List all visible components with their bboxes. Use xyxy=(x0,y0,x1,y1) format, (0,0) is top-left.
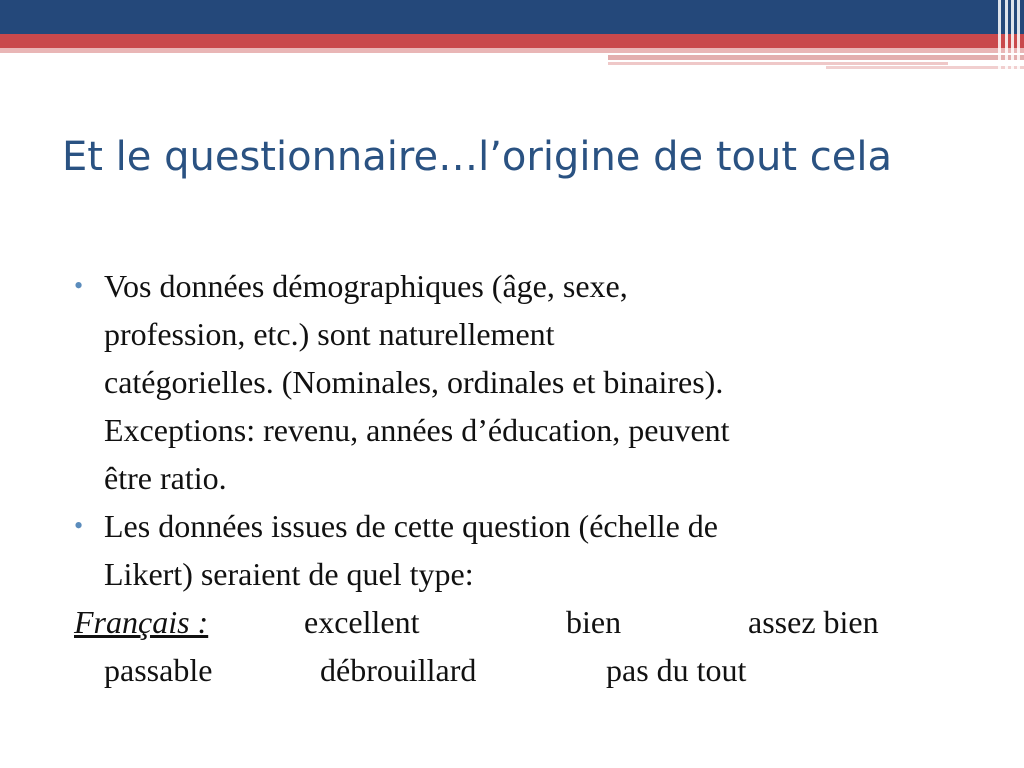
bullet-text-line: catégorielles. (Nominales, ordinales et binaires). xyxy=(104,364,724,400)
bullet-text-line: Likert) seraient de quel type: xyxy=(104,556,474,592)
header-stripes xyxy=(994,0,1024,70)
header-pink-band xyxy=(0,48,1024,53)
likert-label: Français : xyxy=(74,604,209,640)
likert-option: bien xyxy=(566,604,622,640)
bullet-text-line: Exceptions: revenu, années d’éducation, peuvent xyxy=(104,412,730,448)
header-accent-line xyxy=(608,62,948,65)
likert-option: excellent xyxy=(304,604,420,640)
bullet-list xyxy=(74,262,974,598)
header-bar xyxy=(0,0,1024,34)
bullet-text-line: • Vos données démographiques (âge, sexe, xyxy=(104,268,628,304)
bullet-item xyxy=(74,502,974,598)
slide-title: Et le questionnaire…l’origine de tout cela xyxy=(62,134,892,180)
bullet-text-line: profession, etc.) sont naturellement xyxy=(104,316,555,352)
likert-option: passable xyxy=(104,652,213,688)
bullet-text-line: être ratio. xyxy=(104,460,227,496)
bullet-text-line: • Les données issues de cette question (échelle de xyxy=(104,508,718,544)
bullet-item xyxy=(74,262,974,502)
slide-body xyxy=(74,262,974,694)
likert-option: débrouillard xyxy=(320,652,477,688)
likert-option: assez bien xyxy=(748,604,879,640)
header-red-band xyxy=(0,34,1024,48)
likert-option: pas du tout xyxy=(606,652,747,688)
header-accent-line xyxy=(608,55,1024,60)
likert-scale xyxy=(74,598,974,694)
likert-row xyxy=(74,646,974,694)
likert-row xyxy=(74,598,974,646)
